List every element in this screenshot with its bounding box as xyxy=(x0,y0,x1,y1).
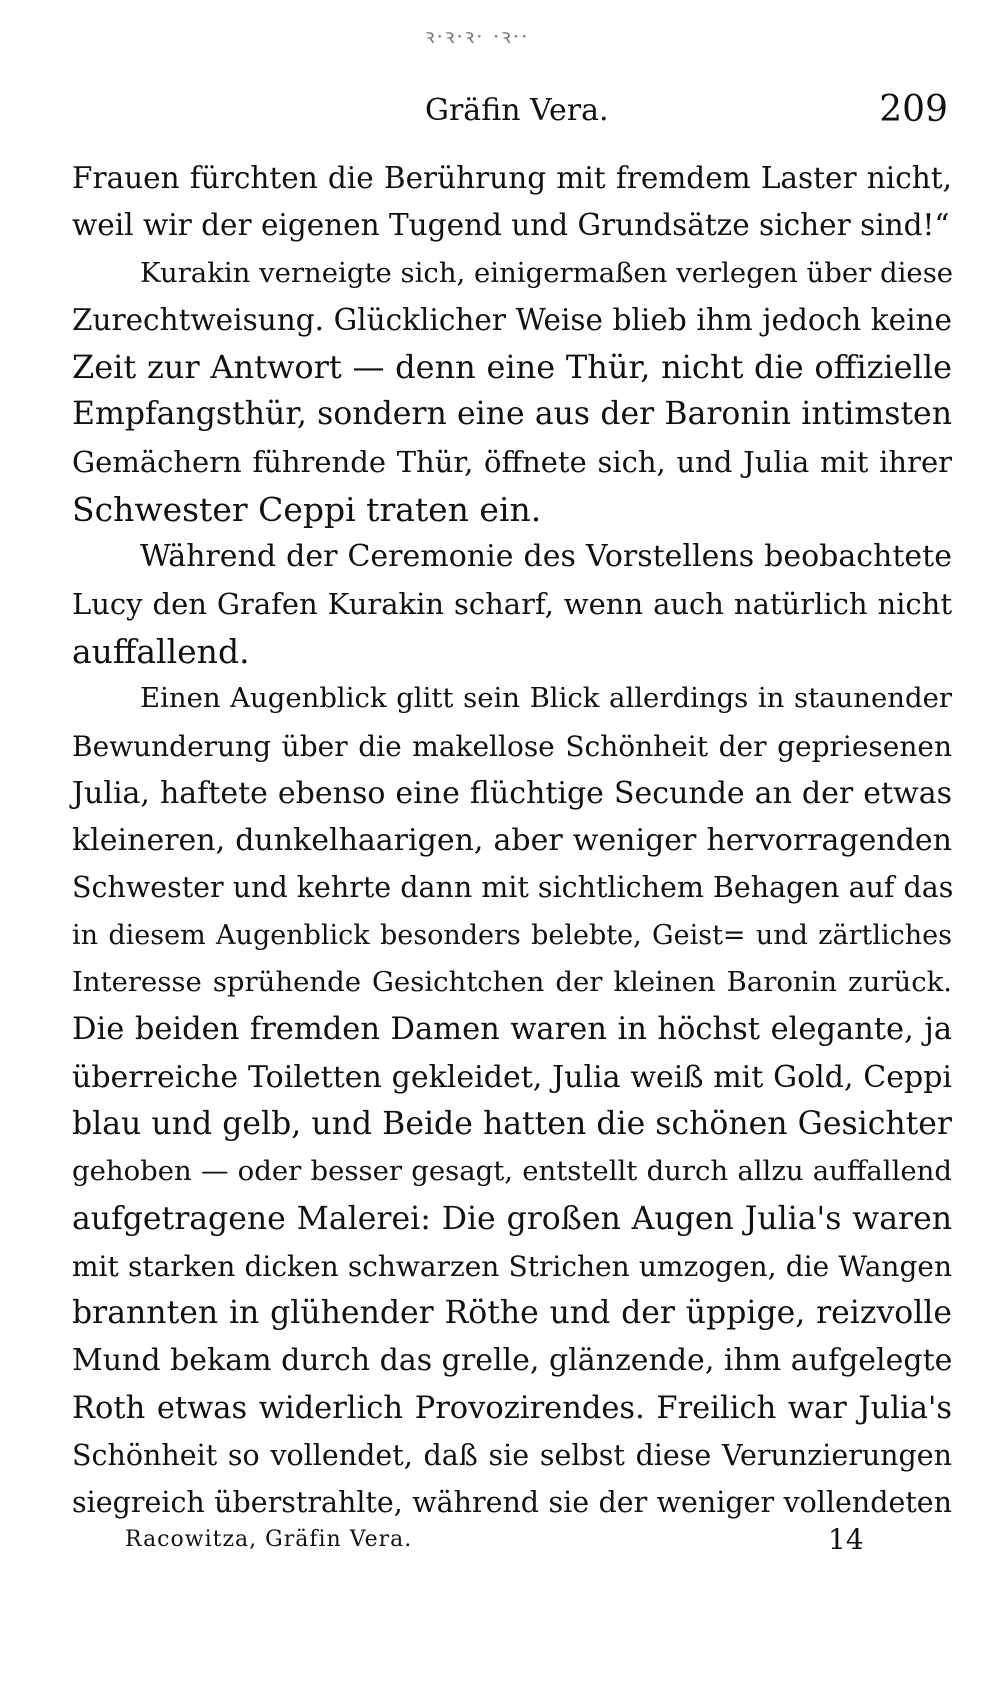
text-line: in diesem Augenblick besonders belebte, Geist= und zärtliches xyxy=(72,919,952,951)
text-line: Schönheit so vollendet, daß sie selbst diese Verunzierungen xyxy=(72,1439,952,1473)
text-line: Zeit zur Antwort — denn eine Thür, nicht die offizielle xyxy=(72,348,952,387)
text-line: Roth etwas widerlich Provozirendes. Freilich war Julia's xyxy=(72,1390,952,1426)
text-line: Schwester Ceppi traten ein. xyxy=(72,490,542,530)
text-line: Zurechtweisung. Glücklicher Weise blieb ihm jedoch keine xyxy=(72,302,952,337)
text-line: Gemächern führende Thür, öffnete sich, und Julia mit ihrer xyxy=(72,444,952,479)
running-title: Gräfin Vera. xyxy=(425,93,609,128)
text-line: Bewunderung über die makellose Schönheit der gepriesenen xyxy=(72,729,952,763)
text-line: Einen Augenblick glitt sein Blick allerdings in staunender xyxy=(140,682,952,715)
page-number: 209 xyxy=(879,89,948,130)
text-line: kleineren, dunkelhaarigen, aber weniger hervorragenden xyxy=(72,823,952,859)
body-text xyxy=(72,155,952,1527)
text-line: brannten in glühender Röthe und der üppige, reizvolle xyxy=(72,1295,952,1332)
text-line: Mund bekam durch das grelle, glänzende, ihm aufgelegte xyxy=(72,1343,953,1379)
text-line: überreiche Toiletten gekleidet, Julia weiß mit Gold, Ceppi xyxy=(72,1059,952,1095)
text-line: Kurakin verneigte sich, einigermaßen verlegen über diese xyxy=(140,256,954,289)
text-line: blau und gelb, und Beide hatten die schönen Gesichter xyxy=(72,1105,952,1142)
text-line: aufgetragene Malerei: Die großen Augen Julia's waren xyxy=(72,1200,952,1237)
text-line: Frauen fürchten die Berührung mit fremdem Laster nicht, xyxy=(72,161,952,195)
text-line: auffallend. xyxy=(72,631,250,671)
printer-signature: Racowitza, Gräfin Vera. xyxy=(125,1527,413,1552)
sheet-number: 14 xyxy=(828,1523,864,1556)
text-line: Während der Ceremonie des Vorstellens beobachtete xyxy=(140,539,952,575)
text-line: Empfangsthür, sondern eine aus der Baronin intimsten xyxy=(72,396,952,433)
text-line: Interesse sprühende Gesichtchen der kleinen Baronin zurück. xyxy=(72,966,952,999)
text-line: Schwester und kehrte dann mit sichtlichem Behagen auf das xyxy=(72,871,954,905)
text-line: Lucy den Grafen Kurakin scharf, wenn auch natürlich nicht xyxy=(72,586,952,621)
signature-footer xyxy=(0,1523,1000,1563)
top-stamp-mark: ꝛ·ꝛ·ꝛ· ·ꝛ·· xyxy=(425,24,530,48)
text-line: Die beiden fremden Damen waren in höchst elegante, ja xyxy=(72,1012,952,1048)
text-line: weil wir der eigenen Tugend und Grundsätze sicher sind!“ xyxy=(72,208,950,243)
running-header xyxy=(0,85,1000,135)
text-line: siegreich überstrahlte, während sie der weniger vollendeten xyxy=(72,1486,952,1520)
text-line: gehoben — oder besser gesagt, entstellt durch allzu auffallend xyxy=(72,1155,952,1188)
text-line: Julia, haftete ebenso eine flüchtige Secunde an der etwas xyxy=(72,775,952,811)
text-line: mit starken dicken schwarzen Strichen umzogen, die Wangen xyxy=(72,1249,952,1283)
